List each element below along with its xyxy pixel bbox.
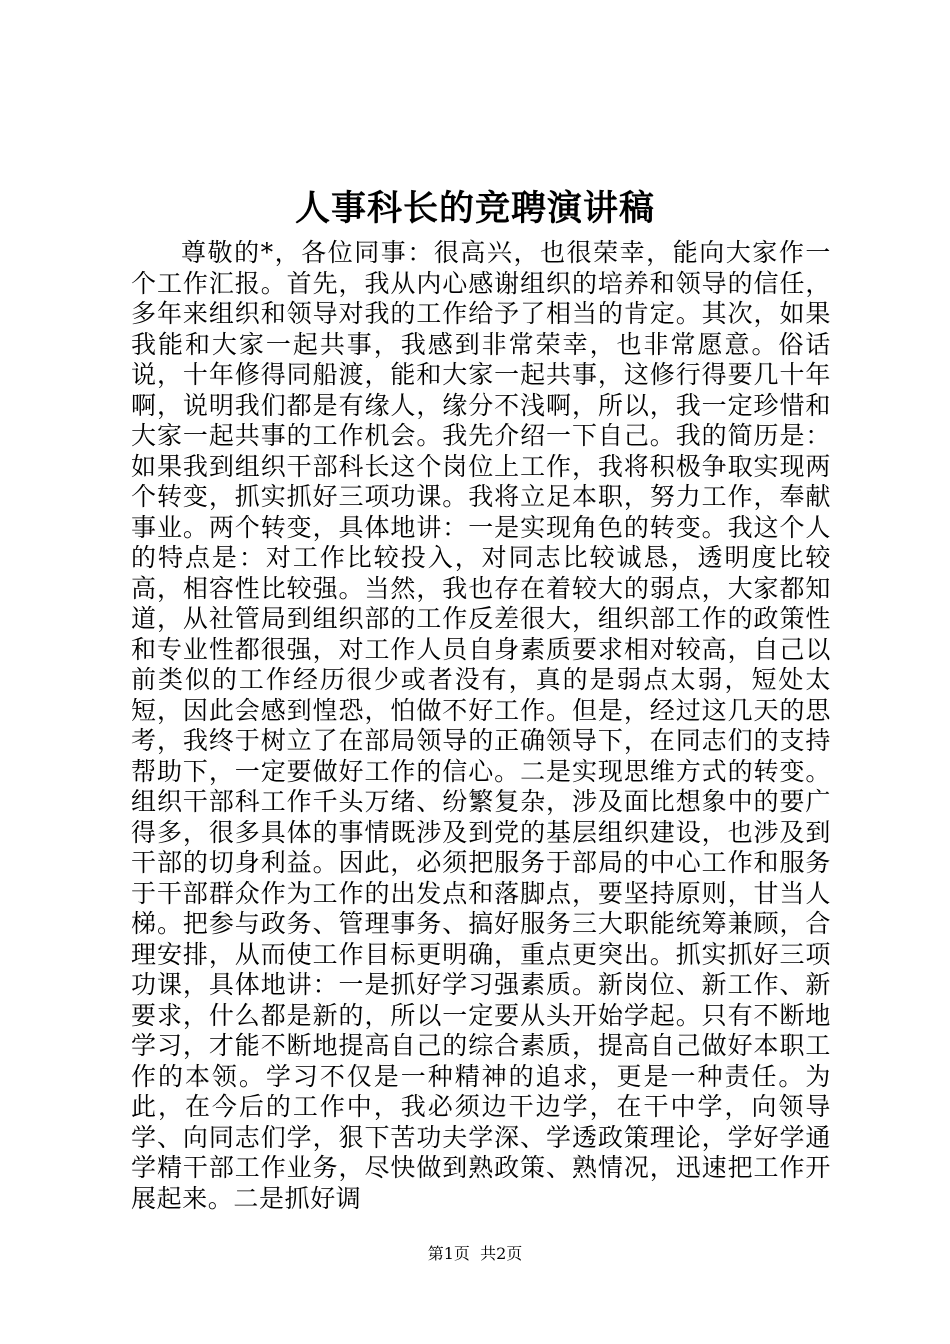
document-body-paragraph: 尊敬的*，各位同事：很高兴，也很荣幸，能向大家作一个工作汇报。首先，我从内心感谢组织的培养和领导的信任，多年来组织和领导对我的工作给予了相当的肯定。其次，如果我能和大家一起共事，我感到非常荣幸，也非常愿意。俗话说，十年修得同船渡，能和大家一起共事，这修行得要几十年啊，说明我们都是有缘人，缘分不浅啊，所以，我一定珍惜和大家一起共事的工作机会。我先介绍一下自己。我的简历是：如果我到组织干部科长这个岗位上工作，我将积极争取实现两个转变，抓实抓好三项功课。我将立足本职，努力工作，奉献事业。两个转变，具体地讲：一是实现角色的转变。我这个人的特点是：对工作比较投入，对同志比较诚恳，透明度比较高，相容性比较强。当然，我也存在着较大的弱点，大家都知道，从社管局到组织部的工作反差很大，组织部工作的政策性和专业性都很强，对工作人员自身素质要求相对较高，自己以前类似的工作经历很少或者没有，真的是弱点太弱，短处太短，因此会感到惶恐，怕做不好工作。但是，经过这几天的思考，我终于树立了在部局领导的正确领导下，在同志们的支持帮助下，一定要做好工作的信心。二是实现思维方式的转变。组织干部科工作千头万绪、纷繁复杂，涉及面比想象中的要广得多，很多具体的事情既涉及到党的基层组织建设，也涉及到干部的切身利益。因此，必须把服务于部局的中心工作和服务于干部群众作为工作的出发点和落脚点，要坚持原则，甘当人梯。把参与政务、管理事务、搞好服务三大职能统筹兼顾，合理安排，从而使工作目标更明确，重点更突出。抓实抓好三项功课，具体地讲：一是抓好学习强素质。新岗位、新工作、新要求，什么都是新的，所以一定要从头开始学起。只有不断地学习，才能不断地提高自己的综合素质，提高自己做好本职工作的本领。学习不仅是一种精神的追求，更是一种责任。为此，在今后的工作中，我必须边干边学，在干中学，向领导学、向同志们学，狠下苦功夫学深、学透政策理论，学好学通学精干部工作业务，尽快做到熟政策、熟情况，迅速把工作开展起来。二是抓好调 — [131, 238, 831, 1213]
page-footer — [0, 1242, 950, 1266]
footer-separator — [470, 1244, 480, 1263]
page-number-current: 第1页 — [427, 1244, 470, 1263]
page-number-total: 共2页 — [480, 1244, 523, 1263]
document-title: 人事科长的竞聘演讲稿 — [294, 188, 655, 229]
